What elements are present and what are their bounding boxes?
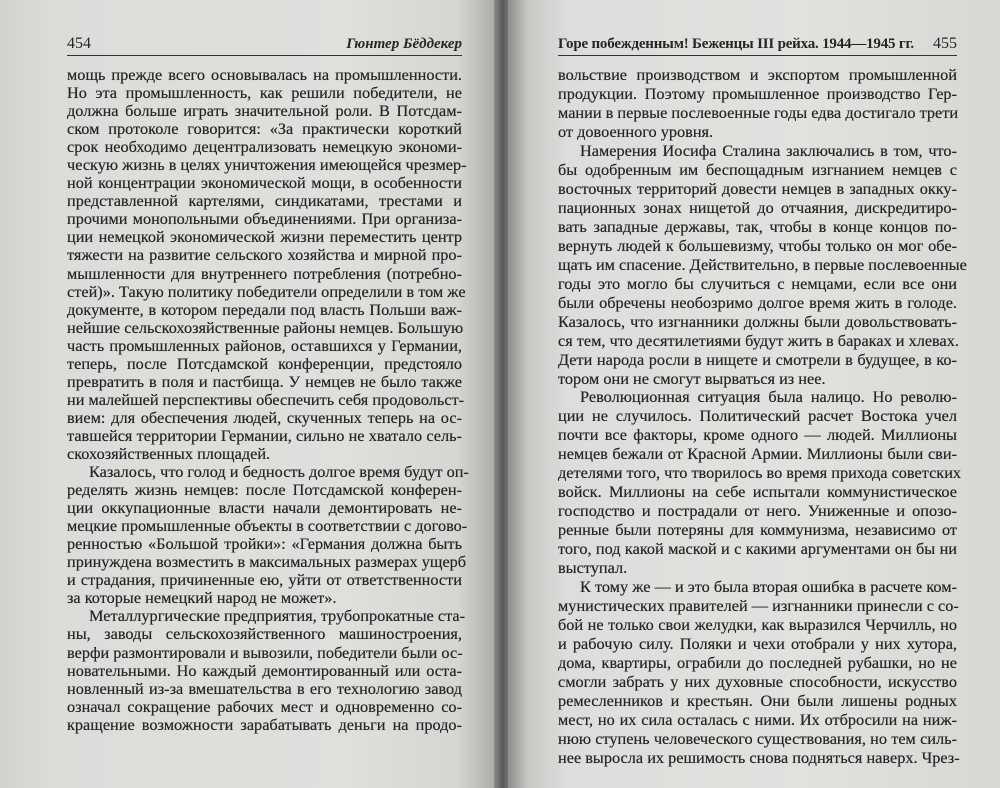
- text-line: новленный из-за вмешательства в его технологию завод: [67, 678, 462, 698]
- right-page-body-text: [558, 65, 967, 768]
- text-line: означал сокращение рабочих мест и одновременно со-: [67, 696, 462, 716]
- text-line: прочими монопольными объединениями. При организа-: [67, 209, 462, 229]
- text-line: ремесленников и крестьян. Они были лишены родных: [558, 690, 957, 710]
- text-line: того, под какой маской и с какими аргументами он бы ни: [558, 539, 957, 559]
- text-line: Намерения Иосифа Сталина заключались в том, что-: [580, 140, 957, 160]
- text-line: пационных зонах нищетой до отчаяния, дискредитиро-: [558, 197, 957, 217]
- text-line: за которые немецкий народ не может».: [67, 588, 337, 608]
- text-line: щать им спасение. Действительно, в первые послевоенные: [558, 254, 967, 274]
- text-line: годы это могло бы случиться с немцами, если все они: [558, 273, 957, 293]
- text-line: вать западные державы, так, чтобы в конце концов по-: [558, 216, 957, 236]
- text-line: превратить в поля и пастбища. У немцев не было также: [67, 371, 462, 391]
- text-line: должна больше играть значительной роли. В Потсдам-: [67, 101, 462, 121]
- text-line: тором они не смогут вырваться из нее.: [558, 368, 826, 388]
- text-line: ределять жизнь немцев: после Потсдамской конферен-: [67, 480, 462, 500]
- text-line: ренные были потеряны для коммунизма, независимо от: [558, 520, 957, 540]
- text-line: документе, в котором передали под власть Польши важ-: [67, 299, 462, 319]
- text-line: верфи размонтировали и вывозили, победители были ос-: [67, 642, 463, 662]
- text-line: вернуть людей к большевизму, чтобы только он мог обе-: [558, 235, 957, 255]
- text-line: мании в первые послевоенные годы едва достигало трети: [558, 102, 959, 122]
- text-line: и страдания, причиненные ею, уйти от ответственности: [67, 570, 462, 590]
- text-line: детелями того, что творилось во время прихода советских: [558, 463, 962, 483]
- text-line: господство и пострадали от него. Униженные и опозо-: [558, 501, 957, 521]
- text-line: мецкие промышленные объекты в соответствии с догово-: [67, 516, 468, 536]
- text-line: ском протоколе говорится: «За практически короткий: [67, 119, 462, 139]
- text-line: ренностью «Большой тройки»: «Германия должна быть: [67, 534, 462, 554]
- text-line: выступал.: [558, 558, 628, 578]
- running-head-chapter-title: Горе побежденным! Беженцы III рейха. 1944—1945 гг.: [558, 36, 914, 52]
- text-line: мунистических правителей — изгнанники принесли с со-: [558, 596, 959, 616]
- text-line: представленной картелями, синдикатами, трестами и: [67, 191, 462, 211]
- text-line: мощь прежде всего основывалась на промышленности.: [67, 65, 462, 84]
- text-line: и рабочую силу. Поляки и чехи отобрали у них хутора,: [558, 634, 957, 654]
- text-line: войск. Миллионы на себе испытали коммунистическое: [558, 482, 957, 502]
- text-line: новательными. Но каждый демонтированный или оста-: [67, 660, 462, 680]
- text-line: ны, заводы сельскохозяйственного машиностроения,: [67, 624, 462, 644]
- text-line: бы одобренным им беспощадным изгнанием немцев с: [558, 159, 957, 179]
- text-line: смогли забрать у них духовные способности, искусство: [558, 672, 957, 691]
- text-line: скохозяйственных площадей.: [67, 443, 271, 463]
- text-line: восточных территорий довести немцев в западных окку-: [558, 178, 957, 198]
- text-line: ческую жизнь в целях уничтожения имеющейся чрезмер-: [67, 155, 467, 175]
- text-line: Металлургические предприятия, трубопрокатные ста-: [89, 606, 466, 626]
- text-line: кращение возможности зарабатывать деньги на продо-: [67, 714, 462, 734]
- text-line: вольствие производством и экспортом промышленной: [558, 65, 957, 84]
- text-line: были обречены необозримо долгое время жить в голоде.: [558, 292, 957, 312]
- text-line: К тому же — и это была вторая ошибка в расчете ком-: [580, 577, 957, 597]
- text-line: часть промышленных районов, оставшихся у Германии,: [67, 335, 462, 355]
- right-page: [508, 0, 1000, 788]
- text-line: теперь, после Потсдамской конференции, предстояло: [67, 353, 462, 373]
- text-line: от довоенного уровня.: [558, 121, 714, 141]
- text-line: Революционная ситуация была налицо. Но револю-: [580, 387, 957, 407]
- left-page-header: [67, 33, 462, 56]
- text-line: тавшейся территории Германии, сильно не хватало сель-: [67, 425, 462, 445]
- text-line: Дети народа росли в нищете и смотрели в будущее, в ко-: [558, 349, 957, 369]
- text-line: срок необходимо децентрализовать немецкую экономи-: [67, 137, 462, 157]
- text-line: ции не случилось. Политический расчет Востока учел: [558, 406, 957, 426]
- text-line: ся тем, что десятилетиями будут жить в бараках и хлевах.: [558, 330, 959, 350]
- text-line: бой не только свои желудки, как выразился Черчилль, но: [558, 615, 957, 635]
- text-line: тяжести на развитие сельского хозяйства и мирной про-: [67, 245, 462, 265]
- text-line: мест, но их сила осталась с ними. Их отбросили на ниж-: [558, 709, 957, 729]
- text-line: Казалось, что изгнанники должны были довольствовать-: [558, 311, 957, 331]
- text-line: ной концентрации экономической мощи, в особенности: [67, 173, 462, 193]
- text-line: стей)». Такую политику победители определили в том же: [67, 281, 466, 301]
- text-line: почти все факторы, кроме одного — людей. Миллионы: [558, 425, 957, 445]
- text-line: нюю ступень человеческого существования, но тем силь-: [558, 728, 957, 748]
- text-line: вием: для обеспечения людей, скученных теперь на ос-: [67, 407, 462, 427]
- left-page: [0, 0, 498, 788]
- text-line: дома, квартиры, ограбили до последней рубашки, но не: [558, 653, 957, 673]
- text-line: немцев бежали от Красной Армии. Миллионы были сви-: [558, 444, 957, 464]
- text-line: ни малейшей перспективы обеспечить себя продовольст-: [67, 389, 465, 409]
- page-number: 454: [67, 35, 91, 52]
- text-line: нейшие сельскохозяйственные районы немцев. Большую: [67, 317, 464, 337]
- right-page-header: [558, 33, 957, 56]
- text-line: ции оккупационные власти начали демонтировать не-: [67, 498, 462, 518]
- text-line: нее выросла их решимость снова подняться наверх. Чрез-: [558, 747, 960, 767]
- page-number: 455: [933, 35, 957, 52]
- running-head-author: Гюнтер Бёддекер: [346, 36, 462, 52]
- text-line: продукции. Поэтому промышленное производство Гер-: [558, 83, 957, 103]
- text-line: мышленности для внутреннего потребления (потребно-: [67, 263, 462, 283]
- left-page-body-text: [67, 65, 469, 734]
- text-line: Казалось, что голод и бедность долгое время будут оп-: [89, 462, 469, 482]
- text-line: Но эта промышленность, как решили победители, не: [67, 83, 462, 103]
- text-line: принуждена возместить в максимальных размерах ущерб: [67, 552, 467, 572]
- text-line: ции немецкой экономической жизни переместить центр: [67, 227, 462, 247]
